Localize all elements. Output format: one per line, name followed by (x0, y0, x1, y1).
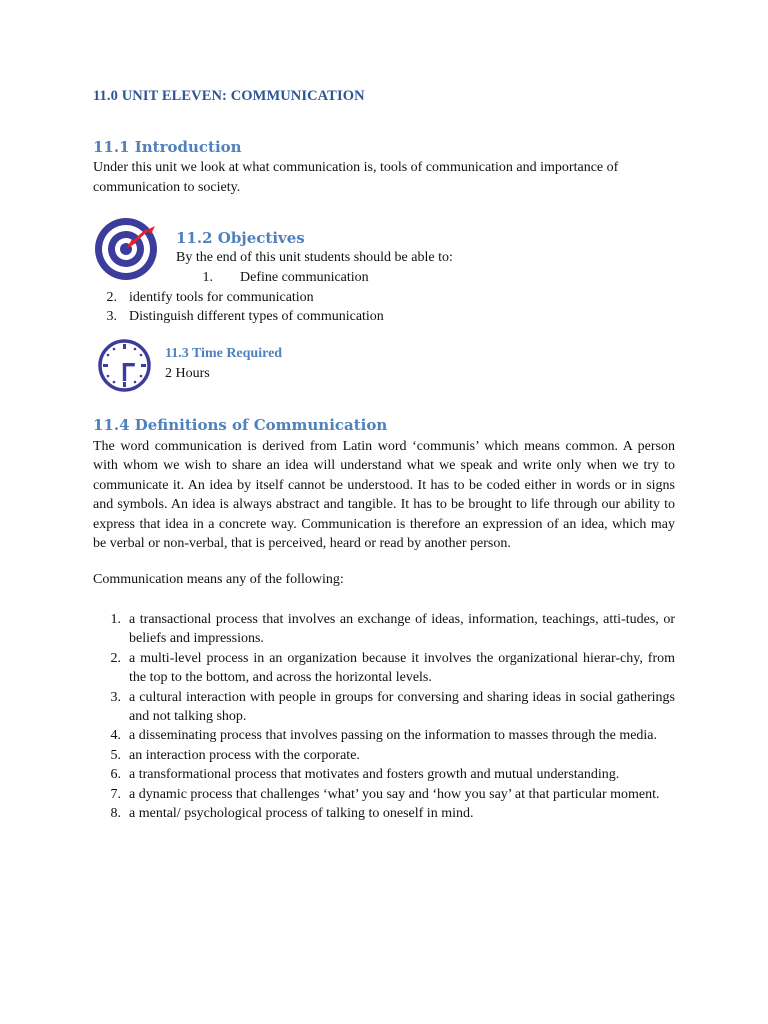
objectives-lead: By the end of this unit students should be able to: (176, 250, 453, 265)
objectives-heading: 11.2 Objectives (176, 229, 305, 247)
list-text: a dynamic process that challenges ‘what’ you say and ‘how you say’ at that particular moment. (129, 786, 660, 802)
objective-text: Define communication (240, 270, 369, 285)
list-item (93, 765, 675, 784)
list-number: 7. (110, 786, 121, 802)
list-text: a multi-level process in an organization because it involves the organizational hierar-chy, from the top to the bottom, and across the horizontal levels. (129, 650, 675, 686)
list-item (93, 785, 675, 804)
list-number: 3. (110, 689, 121, 705)
list-text: a transformational process that motivates and fosters growth and mutual understanding. (129, 767, 620, 783)
definitions-heading: 11.4 Definitions of Communication (93, 416, 388, 434)
objective-number: 3. (106, 309, 117, 324)
list-number: 4. (110, 728, 121, 744)
objectives-list (93, 268, 593, 327)
objective-item (93, 288, 593, 308)
objective-item (93, 307, 593, 327)
objective-text: Distinguish different types of communication (129, 309, 384, 324)
document-page (93, 0, 675, 1024)
list-text: a transactional process that involves an exchange of ideas, information, teachings, atti-tudes, or beliefs and impressions. (129, 612, 675, 647)
clock-icon (98, 339, 151, 392)
list-item (93, 726, 675, 745)
list-item (93, 649, 675, 688)
list-item (93, 610, 675, 649)
introduction-text: Under this unit we look at what communication is, tools of communication and importance of communication to society. (93, 160, 619, 195)
objective-item (93, 268, 593, 288)
list-number: 5. (110, 747, 121, 763)
communication-means-list (93, 610, 675, 823)
objective-number: 2. (106, 289, 117, 305)
list-item (93, 688, 675, 727)
list-text: a disseminating process that involves passing on the information to masses through the media. (129, 728, 658, 744)
time-required-heading: 11.3 Time Required (165, 346, 283, 361)
list-number: 1. (110, 612, 121, 627)
list-item (93, 746, 675, 765)
objective-text: identify tools for communication (129, 289, 314, 305)
list-text: an interaction process with the corporate. (129, 747, 360, 763)
list-number: 8. (110, 806, 121, 822)
list-number: 6. (110, 767, 121, 783)
list-item (93, 804, 675, 823)
list-text: a cultural interaction with people in groups for conversing and sharing ideas in social gatherings and not talking shop. (129, 689, 675, 725)
time-required-value: 2 Hours (165, 366, 210, 381)
definitions-paragraph: The word communication is derived from Latin word ‘communis’ which means common. A person with whom we wish to share an idea will understand what we speak and write only when we try to communicate it. An idea by itself cannot be understood. It has to be coded either in words or in signs and symbols. An idea is always abstract and tangible. It has to be brought to life through our ability to express that idea in a concrete way. Communication is therefore an expression of an idea, which may be verbal or non-verbal, that is perceived, heard or read by another person. (93, 439, 675, 552)
unit-title: 11.0 UNIT ELEVEN: COMMUNICATION (93, 88, 365, 104)
list-text: a mental/ psychological process of talking to oneself in mind. (129, 806, 474, 822)
definitions-lead: Communication means any of the following: (93, 572, 344, 587)
introduction-heading: 11.1 Introduction (93, 138, 242, 156)
list-number: 2. (110, 650, 121, 666)
objective-number: 1. (202, 270, 213, 285)
